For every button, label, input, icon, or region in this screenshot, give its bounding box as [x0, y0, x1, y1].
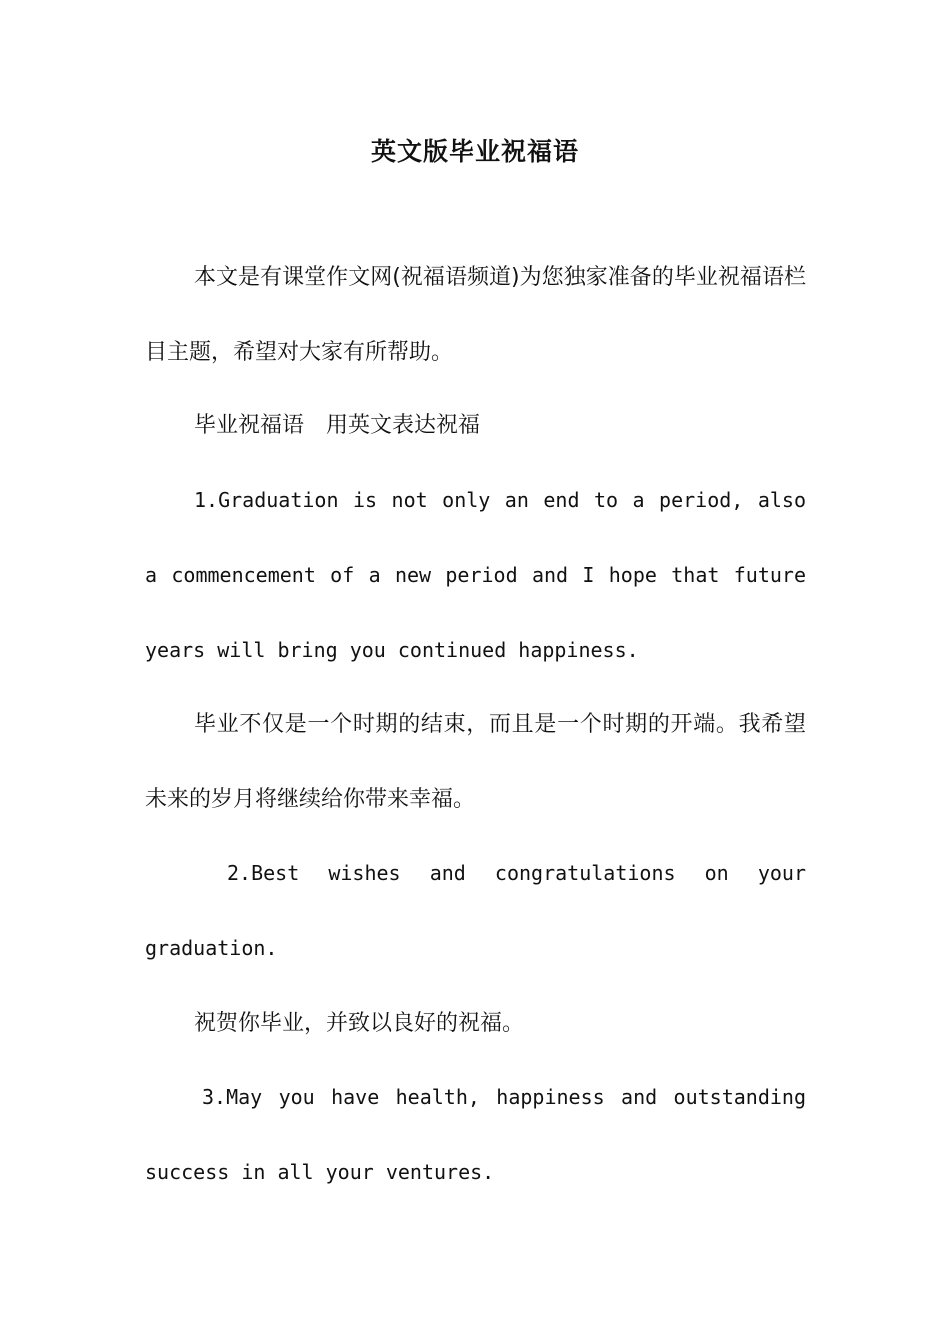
document-title: 英文版毕业祝福语 [370, 137, 579, 166]
item-1-chinese: 毕业不仅是一个时期的结束，而且是一个时期的开端。我希望未来的岁月将继续给你带来幸福。 [145, 712, 806, 812]
item-3-english: 3.May you have health, happiness and outstanding success in all your ventures. [145, 1085, 806, 1184]
intro-paragraph: 本文是有课堂作文网(祝福语频道)为您独家准备的毕业祝福语栏目主题，希望对大家有所帮助。 [145, 265, 806, 365]
subtitle-paragraph: 毕业祝福语 用英文表达祝福 [194, 413, 481, 438]
item-2-chinese: 祝贺你毕业，并致以良好的祝福。 [194, 1011, 525, 1036]
item-2-english: 2.Best wishes and congratulations on your graduation. [145, 861, 806, 960]
item-1-english: 1.Graduation is not only an end to a period, also a commencement of a new period and I hope that future years will bring you continued happiness. [145, 488, 806, 662]
